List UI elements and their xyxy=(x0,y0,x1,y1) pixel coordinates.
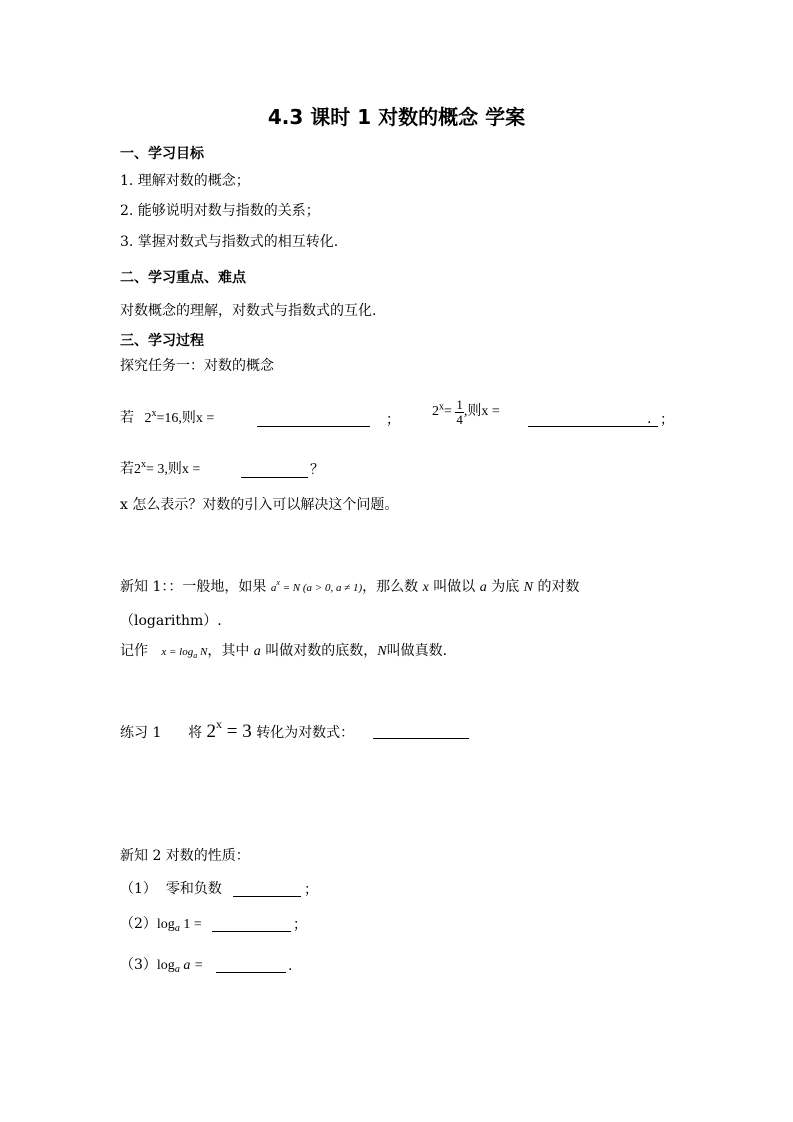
property-3: $(3)\log_a$ a = xyxy=(120,957,204,975)
notation-formula: $x = \log_a N$ xyxy=(161,646,208,660)
question-3: 若$2^x= 3$,则x = xyxy=(120,459,201,477)
question-mark: ？ xyxy=(310,462,324,478)
separator-2: ； xyxy=(660,412,674,428)
key-points-text: 对数概念的理解，对数式与指数式的互化. xyxy=(120,303,377,319)
section-heading-key-points: 二、学习重点、难点 xyxy=(120,270,246,286)
separator-1: ； xyxy=(386,412,400,428)
goal-item-2: 2. 能够说明对数与指数的关系； xyxy=(120,203,320,219)
answer-blank-property-2[interactable] xyxy=(212,917,291,932)
question-2: $2^x=$ $\frac{1}{4}$ ,则x = xyxy=(432,397,500,427)
fraction-one-quarter: $\frac{1}{4}$ xyxy=(456,397,463,427)
exercise-1: 练习 1 将 2$^x$ = 3 转化为对数式： xyxy=(120,717,355,742)
question-1: 若 $2^x=16$,则x = xyxy=(120,408,215,426)
answer-blank-2[interactable] xyxy=(528,412,658,427)
goal-item-1: 1. 理解对数的概念； xyxy=(120,173,250,189)
property-1: （1） 零和负数 xyxy=(120,881,222,897)
property-1-end: ； xyxy=(304,882,318,898)
logarithm-term: （logarithm）. xyxy=(120,613,222,629)
intro-question: x 怎么表示？对数的引入可以解决这个问题。 xyxy=(120,497,399,513)
new-knowledge-2: 新知 2 对数的性质： xyxy=(120,848,250,864)
section-heading-process: 三、学习过程 xyxy=(120,333,204,349)
answer-blank-property-1[interactable] xyxy=(233,882,301,897)
property-3-end: . xyxy=(288,958,293,974)
answer-blank-exercise-1[interactable] xyxy=(373,724,469,739)
notation-line: 记作 $x = \log_a N$，其中 a 叫做对数的底数，N叫做真数. xyxy=(120,643,448,660)
section-heading-goals: 一、学习目标 xyxy=(120,146,204,162)
answer-blank-2-dot: . xyxy=(647,411,652,427)
property-2: $(2)\log_a$ 1 = xyxy=(120,916,202,934)
property-2-end: ； xyxy=(293,917,307,933)
answer-blank-1[interactable] xyxy=(257,412,370,427)
definition-formula: $a^x = N$ (a > 0, a ≠ 1) xyxy=(270,578,363,594)
answer-blank-3[interactable] xyxy=(241,463,308,478)
goal-item-3: 3. 掌握对数式与指数式的相互转化. xyxy=(120,234,339,250)
page-title: 4.3 课时 1 对数的概念 学案 xyxy=(267,105,526,129)
new-knowledge-1: 新知 1：：一般地，如果 $a^x = N$ (a > 0, a ≠ 1)，那么数 x 叫做以 a 为底 N 的对数 xyxy=(120,578,580,595)
answer-blank-property-3[interactable] xyxy=(216,958,286,973)
task-title: 探究任务一：对数的概念 xyxy=(120,358,274,374)
